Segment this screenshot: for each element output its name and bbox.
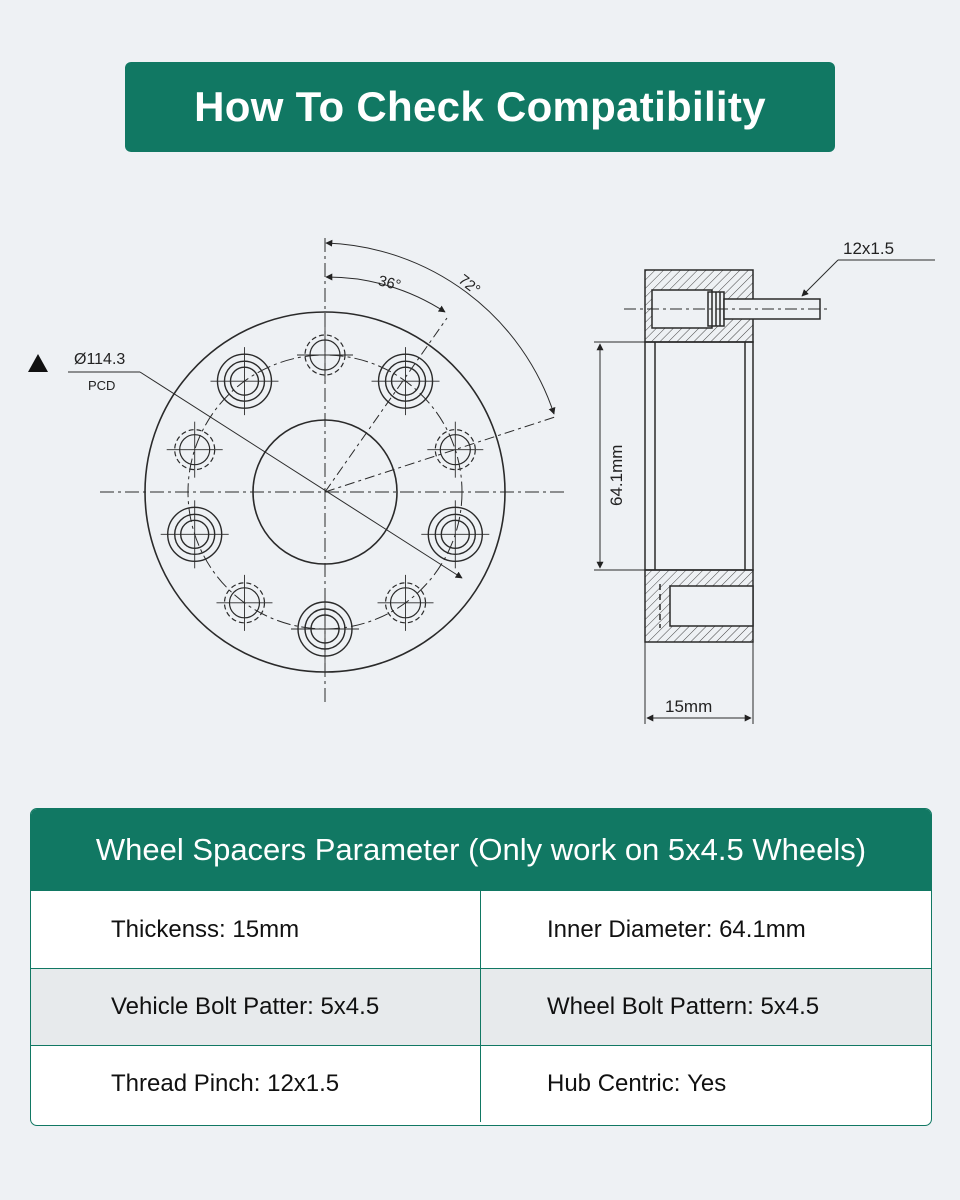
pcd-sub-label: PCD (88, 378, 116, 393)
small-bolt-hole (427, 422, 483, 478)
large-bolt-hole (291, 595, 359, 663)
param-value: 5x4.5 (320, 993, 380, 1020)
side-view (624, 270, 830, 642)
small-bolt-holes (167, 327, 484, 631)
inner-diameter-label: 64.1mm (607, 444, 626, 506)
title-banner (125, 62, 835, 152)
angle-arc-72 (326, 243, 554, 414)
pcd-label: Ø114.3 (74, 351, 126, 368)
small-bolt-hole (378, 575, 434, 631)
parameter-table (30, 808, 932, 1126)
parameter-grid (31, 891, 931, 1122)
front-view (100, 238, 565, 705)
param-value: Yes (687, 1070, 727, 1097)
small-bolt-hole (297, 327, 353, 383)
small-bolt-hole (167, 422, 223, 478)
param-value: 64.1mm (719, 915, 806, 943)
angle-small-label: 36° (376, 272, 403, 295)
technical-drawing (0, 180, 960, 740)
param-value: 12x1.5 (267, 1070, 340, 1097)
param-key: Wheel Bolt Pattern: (547, 993, 754, 1020)
param-key: Hub Centric: (547, 1070, 681, 1097)
param-cell (481, 891, 931, 968)
warning-triangle-icon (28, 354, 48, 372)
angle-large-label: 72° (455, 271, 484, 299)
parameter-table-header: Wheel Spacers Parameter (Only work on 5x4.5 Wheels) (31, 809, 931, 891)
pcd-leader (68, 372, 462, 578)
large-bolt-hole (161, 500, 229, 568)
large-bolt-hole (372, 347, 440, 415)
small-bolt-hole (216, 575, 272, 631)
thread-label: 12x1.5 (843, 239, 895, 258)
param-value: 15mm (232, 915, 300, 943)
param-cell (481, 1045, 931, 1122)
param-cell (31, 968, 481, 1045)
param-cell (31, 891, 481, 968)
param-cell (31, 1045, 481, 1122)
large-bolt-hole (210, 347, 278, 415)
page-title: How To Check Compatibility (194, 83, 766, 130)
param-key: Thickenss: (111, 915, 226, 943)
param-value: 5x4.5 (760, 993, 820, 1020)
param-key: Vehicle Bolt Patter: (111, 993, 314, 1020)
angle-lines (325, 243, 555, 492)
param-cell (481, 968, 931, 1045)
thickness-label: 15mm (665, 697, 713, 716)
thread-leader (802, 260, 935, 296)
param-key: Thread Pinch: (111, 1070, 261, 1097)
param-key: Inner Diameter: (547, 915, 713, 943)
